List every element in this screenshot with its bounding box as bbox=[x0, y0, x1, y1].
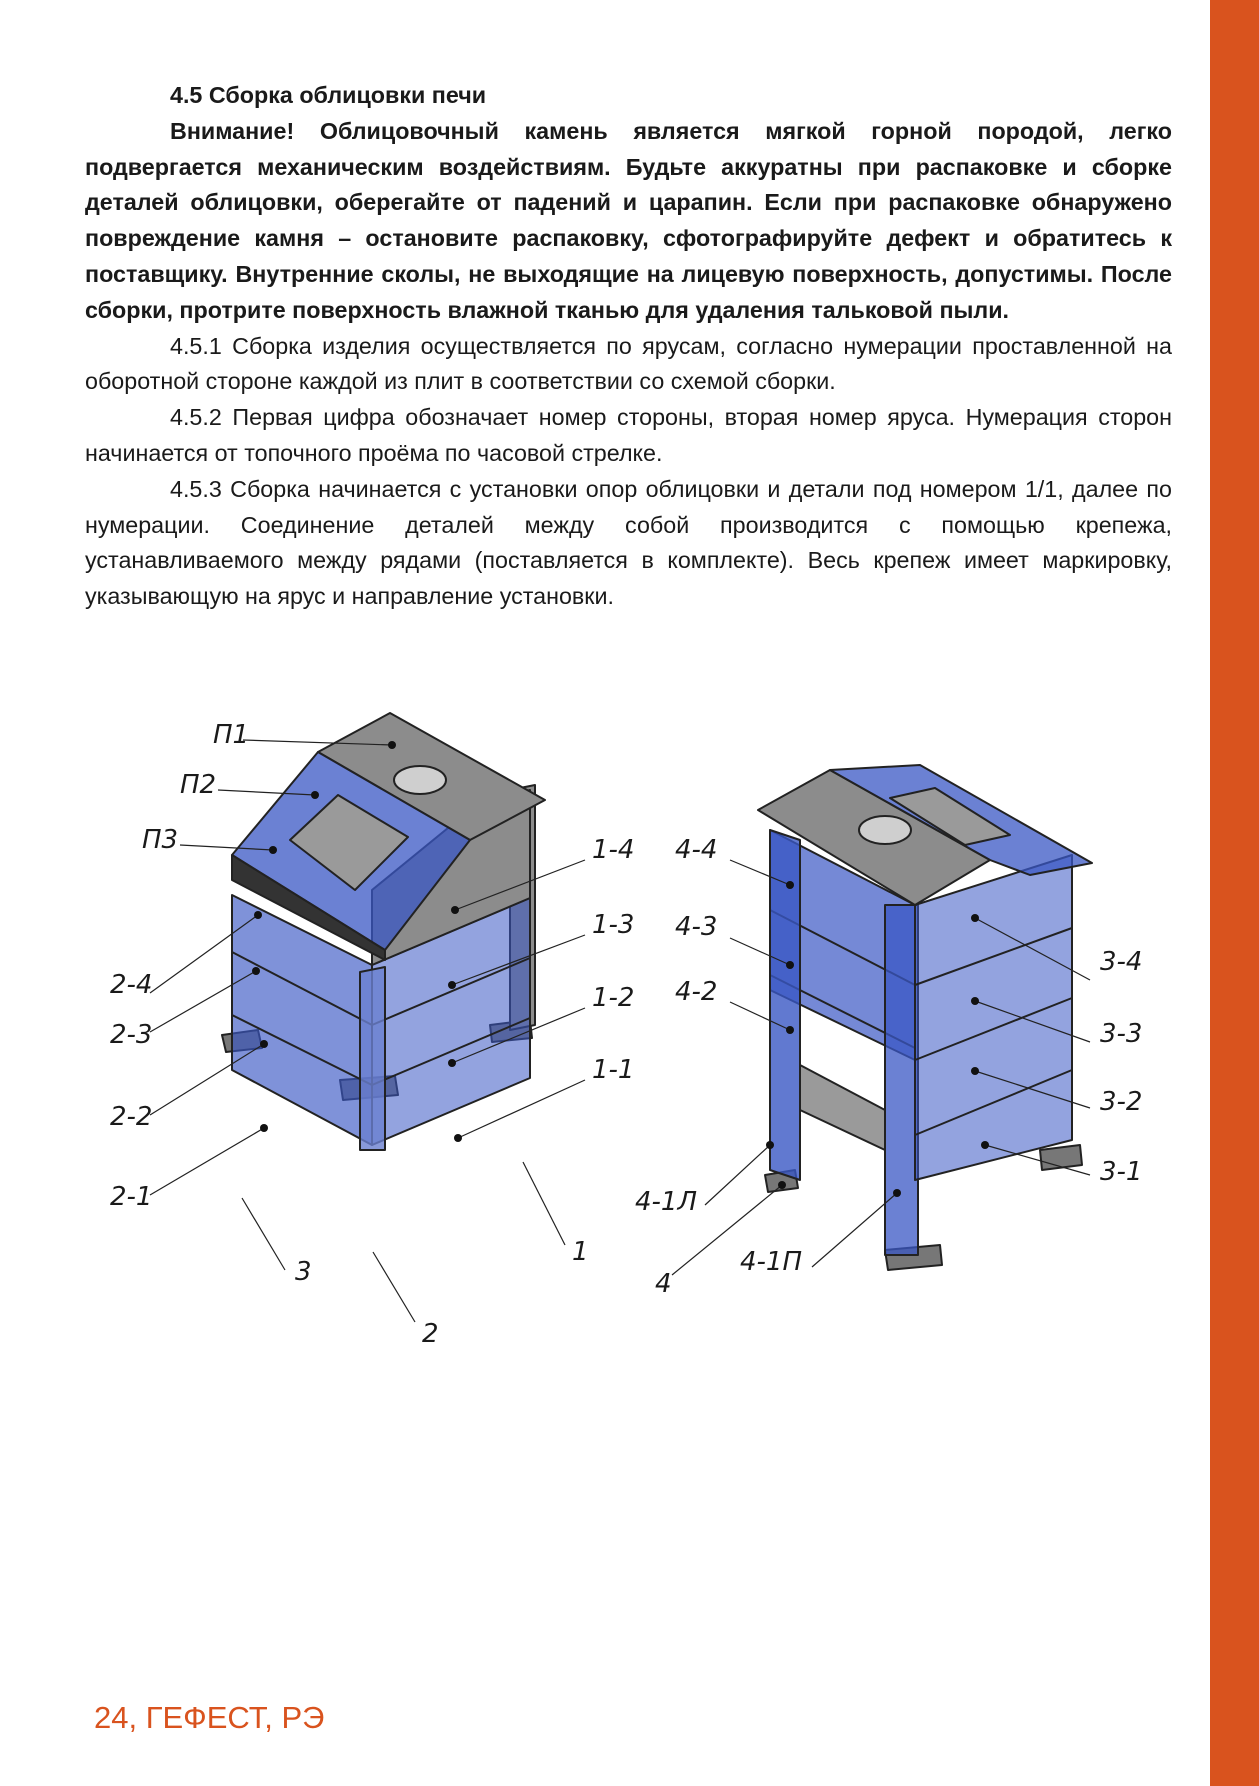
right-side-3 bbox=[915, 855, 1072, 1180]
assembly-diagram-svg bbox=[0, 680, 1259, 1360]
label-2-3: 2-3 bbox=[110, 1020, 153, 1050]
label-3-1: 3-1 bbox=[1100, 1157, 1143, 1187]
label-p2: П2 bbox=[180, 770, 217, 800]
label-foot-1: 1 bbox=[572, 1237, 589, 1267]
label-4-1p: 4-1П bbox=[740, 1247, 803, 1277]
left-front-pillar bbox=[360, 967, 385, 1150]
label-p3: П3 bbox=[142, 825, 179, 855]
right-flue-hole bbox=[859, 816, 911, 844]
warning-paragraph: Внимание! Облицовочный камень является мягкой горной породой, легко подвергается механическим воздействиям. Будьте аккуратны при распаковке и сборке деталей облицовки, оберегайте от падений и царапин. Если при распаковке обнаружено повреждение камня – остановите распаковку, сфотографируйте дефект и обратитесь к поставщику. Внутренние сколы, не выходящие на лицевую поверхность, допустимы. После сборки, протрите поверхность влажной тканью для удаления тальковой пыли. bbox=[85, 117, 1172, 323]
right-inner-back bbox=[800, 1065, 885, 1150]
section-heading: 4.5 Сборка облицовки печи bbox=[170, 82, 487, 108]
label-foot-2: 2 bbox=[422, 1319, 439, 1349]
label-foot-4: 4 bbox=[655, 1269, 672, 1299]
right-stove bbox=[672, 765, 1092, 1275]
label-1-4: 1-4 bbox=[592, 835, 635, 865]
label-3-2: 3-2 bbox=[1100, 1087, 1143, 1117]
label-4-3: 4-3 bbox=[675, 912, 718, 942]
label-4-2: 4-2 bbox=[675, 977, 718, 1007]
label-p1: П1 bbox=[213, 720, 250, 750]
paragraph-4-5-1: 4.5.1 Сборка изделия осуществляется по ярусам, согласно нумерации проставленной на оборотной стороне каждой из плит в соответствии со схемой сборки. bbox=[85, 332, 1172, 395]
label-2-4: 2-4 bbox=[110, 970, 153, 1000]
label-1-1: 1-1 bbox=[592, 1055, 635, 1085]
label-3-4: 3-4 bbox=[1100, 947, 1143, 977]
assembly-diagram bbox=[0, 680, 1259, 1360]
text-content bbox=[85, 78, 1172, 615]
left-stove bbox=[150, 713, 585, 1322]
label-1-2: 1-2 bbox=[592, 983, 635, 1013]
right-pillar-4-1p bbox=[885, 905, 918, 1255]
label-4-4: 4-4 bbox=[675, 835, 718, 865]
page-footer: 24, ГЕФЕСТ, РЭ bbox=[94, 1700, 325, 1735]
label-2-2: 2-2 bbox=[110, 1102, 153, 1132]
label-4-1l: 4-1Л bbox=[635, 1187, 698, 1217]
label-3-3: 3-3 bbox=[1100, 1019, 1143, 1049]
label-1-3: 1-3 bbox=[592, 910, 635, 940]
paragraph-4-5-2: 4.5.2 Первая цифра обозначает номер стороны, вторая номер яруса. Нумерация сторон начинается от топочного проёма по часовой стрелке. bbox=[85, 404, 1172, 466]
label-foot-3: 3 bbox=[295, 1257, 312, 1287]
label-2-1: 2-1 bbox=[110, 1182, 153, 1212]
left-flue-hole bbox=[394, 766, 446, 794]
paragraph-4-5-3: 4.5.3 Сборка начинается с установки опор облицовки и детали под номером 1/1, далее по нумерации. Соединение деталей между собой производится с помощью крепежа, устанавливаемого между рядами (поставляется в комплекте). Весь крепеж имеет маркировку, указывающую на ярус и направление установки. bbox=[85, 475, 1172, 610]
